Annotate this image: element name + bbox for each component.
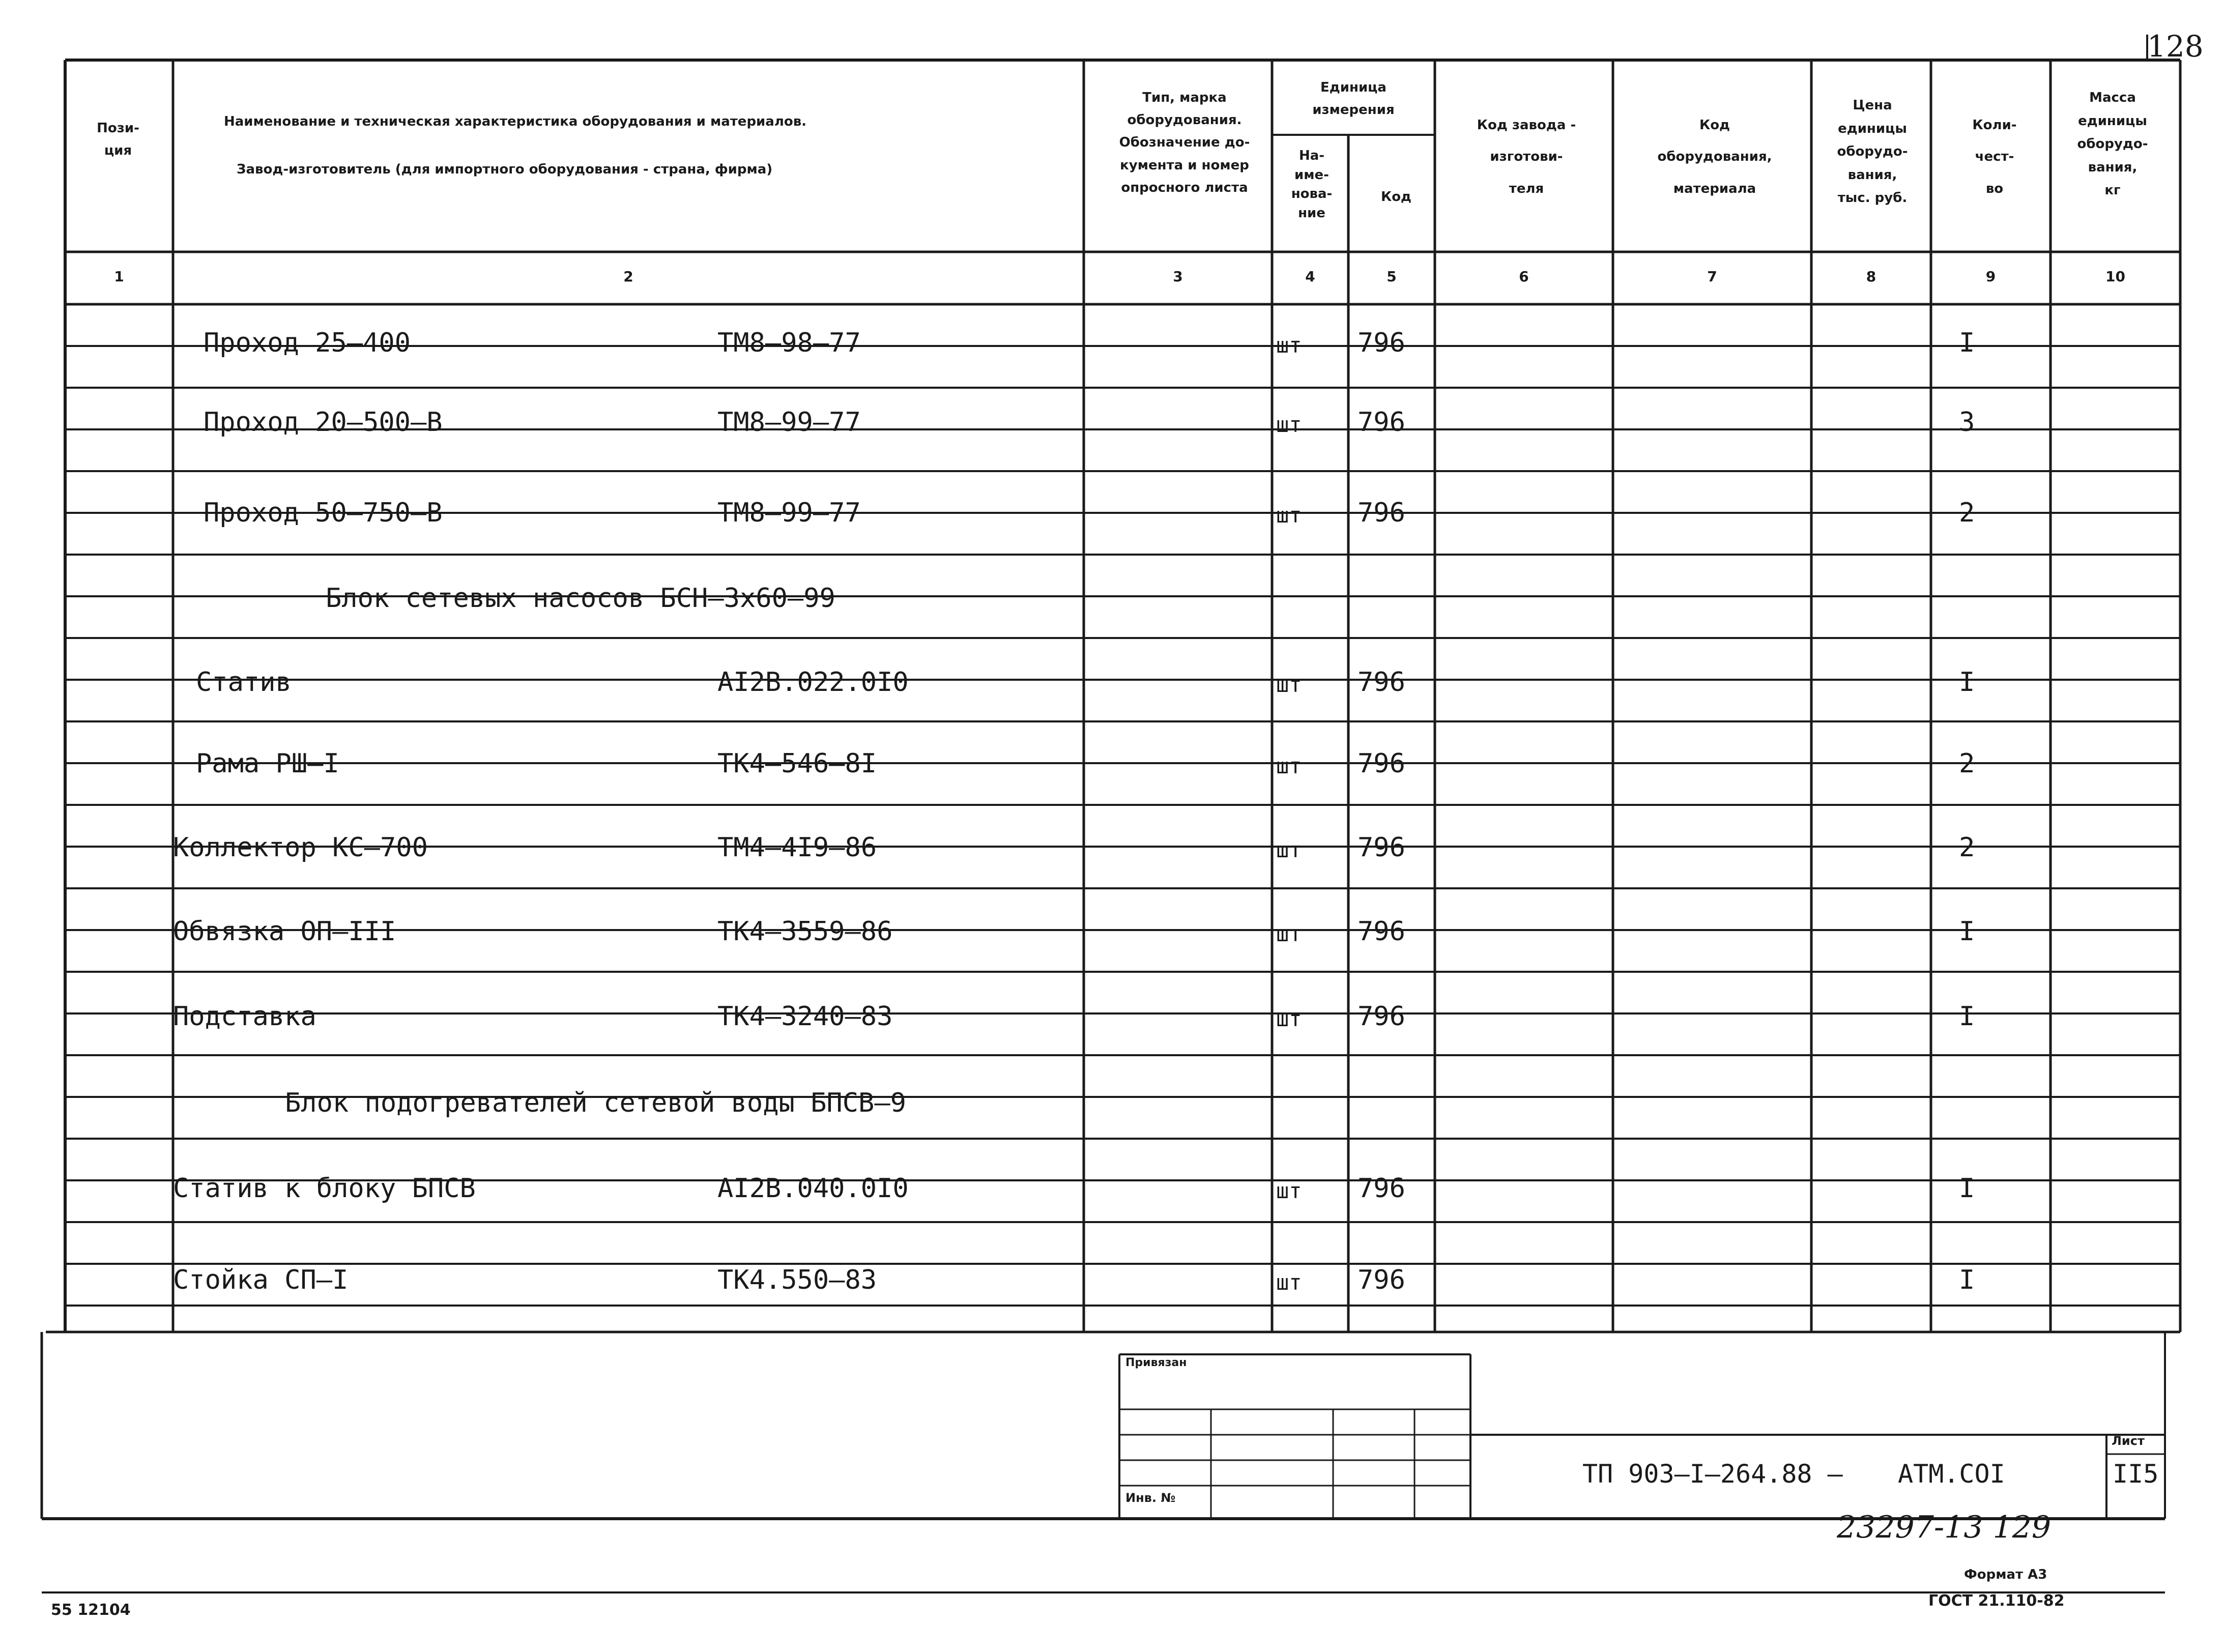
item-quantity: I xyxy=(1959,1173,1975,1204)
item-document: ТК4–546–8I xyxy=(717,748,877,779)
header-unit-group: Единица измерения xyxy=(1312,80,1395,118)
item-unit: шт xyxy=(1276,503,1302,528)
item-unit: шт xyxy=(1276,672,1302,697)
item-unit: шт xyxy=(1276,412,1302,437)
item-name: Коллектор КС–700 xyxy=(173,832,428,863)
column-number: 2 xyxy=(623,268,633,285)
item-quantity: I xyxy=(1959,328,1975,358)
item-document: ТК4–3559–86 xyxy=(717,916,893,947)
item-document: ТМ4–4I9–86 xyxy=(717,832,877,863)
item-name: Статив xyxy=(196,667,292,698)
item-document: АI2В.022.0I0 xyxy=(717,667,909,698)
item-name: Рама РШ–I xyxy=(196,748,339,779)
item-unit: шт xyxy=(1276,1178,1302,1203)
item-quantity: 3 xyxy=(1959,407,1975,438)
item-quantity: I xyxy=(1959,1265,1975,1295)
document-suffix: АТМ.СОI xyxy=(1898,1459,2005,1489)
item-quantity: I xyxy=(1959,667,1975,698)
item-unit-code: 796 xyxy=(1357,832,1405,863)
column-number: 1 xyxy=(114,268,124,285)
sheet-number: II5 xyxy=(2113,1459,2159,1489)
item-name: Подставка xyxy=(173,1001,316,1032)
header-material-code: Код оборудования, материала xyxy=(1657,118,1772,196)
document-code: ТП 903–I–264.88 – xyxy=(1582,1459,1843,1489)
item-unit: шт xyxy=(1276,333,1302,358)
item-quantity: 2 xyxy=(1959,498,1975,528)
item-name: Стойка СП–I xyxy=(173,1265,349,1295)
item-document: ТМ8–98–77 xyxy=(717,328,861,358)
item-quantity: I xyxy=(1959,916,1975,947)
header-mass: Масса единицы оборудо- вания, кг xyxy=(2077,90,2148,198)
header-name-line1: Наименование и техническая характеристика оборудования и материалов. xyxy=(224,114,807,129)
item-unit-code: 796 xyxy=(1357,1173,1405,1204)
item-document: ТМ8–99–77 xyxy=(717,498,861,528)
header-unit-code: Код xyxy=(1380,189,1412,205)
column-number: 10 xyxy=(2105,268,2125,285)
item-name: Статив к блоку БПСВ xyxy=(173,1173,476,1204)
gost-label: ГОСТ 21.110-82 xyxy=(1928,1592,2065,1610)
item-unit: шт xyxy=(1276,921,1302,946)
section-title: Блок сетевых насосов БСН–3х60–99 xyxy=(326,583,835,614)
item-unit-code: 796 xyxy=(1357,407,1405,438)
item-document: ТК4–3240–83 xyxy=(717,1001,893,1032)
column-number: 7 xyxy=(1707,268,1717,285)
stamp-inv-label: Инв. № xyxy=(1125,1491,1176,1505)
header-price: Цена единицы оборудо- вания, тыс. руб. xyxy=(1837,98,1908,206)
column-number: 9 xyxy=(1985,268,1996,285)
item-quantity: 2 xyxy=(1959,748,1975,779)
item-quantity: 2 xyxy=(1959,832,1975,863)
header-position: Пози- ция xyxy=(97,121,139,159)
item-name: Проход 20–500–В xyxy=(204,407,443,438)
item-unit-code: 796 xyxy=(1357,667,1405,698)
item-unit-code: 796 xyxy=(1357,328,1405,358)
footer-code: 55 12104 xyxy=(51,1601,131,1619)
header-factory-code: Код завода - изготови- теля xyxy=(1477,118,1576,196)
item-name: Проход 25–400 xyxy=(204,328,411,358)
column-number: 4 xyxy=(1305,268,1315,285)
item-unit: шт xyxy=(1276,1270,1302,1295)
format-label: Формат А3 xyxy=(1964,1567,2047,1582)
stamp-linked-label: Привязан xyxy=(1125,1356,1187,1369)
item-name: Проход 50–750–В xyxy=(204,498,443,528)
item-name: Обвязка ОП–III xyxy=(173,916,396,947)
header-quantity: Коли- чест- во xyxy=(1972,118,2017,196)
item-unit-code: 796 xyxy=(1357,916,1405,947)
page-number: 128 xyxy=(2147,29,2204,64)
column-number: 5 xyxy=(1387,268,1397,285)
item-unit-code: 796 xyxy=(1357,1265,1405,1295)
item-unit-code: 796 xyxy=(1357,748,1405,779)
column-number: 8 xyxy=(1866,268,1876,285)
column-number: 3 xyxy=(1173,268,1183,285)
item-unit: шт xyxy=(1276,753,1302,778)
item-document: ТМ8–99–77 xyxy=(717,407,861,438)
item-unit: шт xyxy=(1276,837,1302,862)
item-unit-code: 796 xyxy=(1357,498,1405,528)
item-quantity: I xyxy=(1959,1001,1975,1032)
header-name-line2: Завод-изготовитель (для импортного оборудования - страна, фирма) xyxy=(237,162,773,177)
item-unit: шт xyxy=(1276,1006,1302,1031)
column-number: 6 xyxy=(1519,268,1529,285)
item-unit-code: 796 xyxy=(1357,1001,1405,1032)
section-title: Блок подогревателей сетевой воды БПСВ–9 xyxy=(285,1088,906,1118)
sheet-label: Лист xyxy=(2112,1434,2145,1448)
header-type: Тип, марка оборудования. Обозначение до- кумента и номер опросного листа xyxy=(1119,90,1250,195)
item-document: АI2В.040.0I0 xyxy=(717,1173,909,1204)
archive-number: 23297-13 129 xyxy=(1837,1510,2052,1545)
item-document: ТК4.550–83 xyxy=(717,1265,877,1295)
header-unit-name: На- име- нова- ние xyxy=(1291,148,1333,221)
